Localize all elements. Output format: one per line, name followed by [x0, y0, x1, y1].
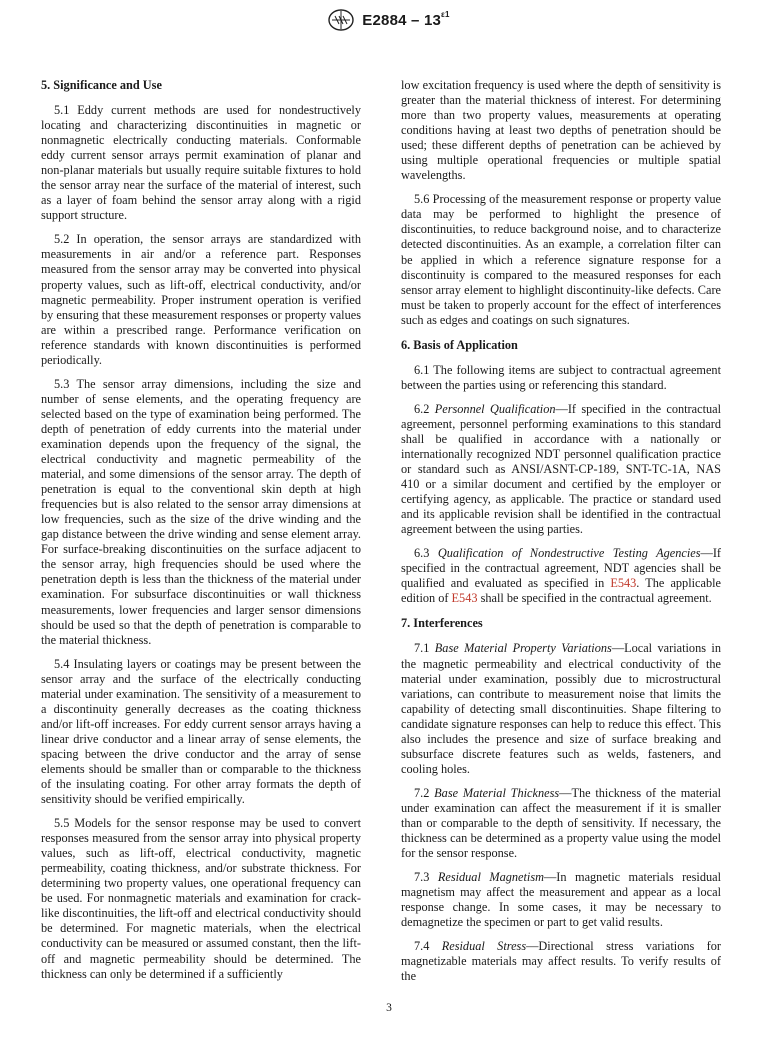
page-header — [0, 8, 778, 32]
paragraph-7-1-title: Base Material Property Variations — [434, 641, 612, 656]
paragraph-6-1: 6.1 The following items are subject to contractual agreement between the parties using or referencing this standard. — [401, 362, 721, 392]
paragraph-5-1: 5.1 Eddy current methods are used for nondestructively locating and characterizing discontinuities in magnetic or nonmagnetic electrically conducting materials. Conformable eddy current sensor arrays permit examination of planar and non-planar materials but usually require suitable fixtures to hold the sensor array near the surface of the material of interest, such as a layer of foam behind the sensor array along with a rigid support structure. — [41, 103, 361, 223]
e543-link[interactable]: E543 — [610, 576, 637, 591]
paragraph-6-3: 6.3 Qualification of Nondestructive Testing Agencies—If specified in the contractual agreement, NDT agencies shall be qualified and evaluated as specified in E543. The applicable edition of E543 shall be specified in the contractual agreement. — [401, 546, 722, 606]
paragraph-6-2: 6.2 Personnel Qualification—If specified in the contractual agreement, personnel performing examinations to this standard shall be qualified in accordance with a nationally or internationally recognized NDT personnel qualification practice or standard such as ANSI/ASNT-CP-189, SNT-TC-1A, NAS 410 or a similar document and certified by the employer or certifying agency, as applicable. The practice or standard used and its applicable revision shall be identified in the contractual agreement between the using parties. — [401, 401, 722, 537]
paragraph-5-4: 5.4 Insulating layers or coatings may be present between the sensor array and the surface of the electrically conducting material under examination. The sensitivity of a measurement to a discontinuity generally decreases as the coating thickness and/or lift-off increases. For eddy current sensor arrays having a linear drive conductor and a linear array of sense elements, the spacing between the drive conductor and the array of sense elements should be smaller than or comparable to the thickness of the insulating coating. For other array formats the depth of sensitivity should be verified empirically. — [41, 656, 361, 807]
paragraph-7-2: 7.2 Base Material Thickness—The thickness of the material under examination can affect the measurement if it is smaller than or comparable to the depth of sensitivity. If necessary, the thickness can be determined as a property value using the model for the sensor response. — [401, 785, 721, 861]
e543-link[interactable]: E543 — [451, 591, 478, 606]
paragraph-5-2: 5.2 In operation, the sensor arrays are standardized with measurements in air and/or a reference part. Responses measured from the sensor array may be converted into physical property values, such as lift-off, electrical conductivity, and/or magnetic permeability. Proper instrument operation is verified by ensuring that these measurement responses or property values are within a prescribed range. Performance verification on reference standards with known discontinuities is performed periodically. — [41, 232, 361, 367]
section-6-title: 6. Basis of Application — [401, 337, 518, 352]
paragraph-7-4-title: Residual Stress — [441, 939, 527, 954]
paragraph-7-1: 7.1 Base Material Property Variations—Local variations in the magnetic permeability and electrical conductivity of the material under examination, possibly due to microstructural variations, can contribute to measurement noise that limits the capability of detecting small discontinuities. Shape filtering to candidate signature responses can help to reduce this effect. This also includes the presence and size of surface breaking and subsurface discrete features such as welds, fasteners, and cooling holes. — [401, 641, 721, 776]
edition-superscript: ε1 — [441, 9, 450, 19]
paragraph-6-2-title: Personnel Qualification — [434, 401, 556, 416]
paragraph-7-3: 7.3 Residual Magnetism—In magnetic materials residual magnetism may affect the measurement and appear as a local response change. In some cases, it may be necessary to demagnetize the specimen or part to get valid results. — [401, 870, 721, 930]
paragraph-7-2-title: Base Material Thickness — [434, 785, 560, 800]
paragraph-7-4: 7.4 Residual Stress—Directional stress variations for magnetizable materials may affect results. To verify results of the — [401, 939, 722, 984]
left-column — [41, 78, 361, 991]
section-5-title: 5. Significance and Use — [41, 78, 162, 92]
document-designation: $E2884 - 13^{\varepsilon 1}$ — [362, 9, 450, 29]
paragraph-5-5: 5.5 Models for the sensor response may be used to convert responses measured from the sensor array into physical property values, such as lift-off, electrical conductivity, magnetic permeability, coating thickness, and/or substrate thickness. For determining two property values, one operational frequency can be used. For nonmagnetic materials and examination for crack-like discontinuities, the lift-off and electrical conductivity should be determined. For magnetic materials, when the electrical conductivity can be measured or assumed constant, then the lift-off and magnetic permeability should be determined. The thickness can only be determined if a sufficiently — [41, 816, 361, 981]
page-number: 3 — [386, 1002, 392, 1014]
paragraph-5-6: 5.6 Processing of the measurement response or property value data may be performed to highlight the presence of discontinuities, to reduce background noise, and to characterize detected discontinuities. As an example, a correlation filter can be applied in which a reference signature response for a discontinuity is compared to the measured responses for each sensor array element to highlight discontinuity-like defects. Care must be taken to properly account for the effect of interferences such as edges and coatings on such signatures. — [401, 192, 721, 327]
astm-logo-icon — [328, 9, 354, 31]
paragraph-6-3-title: Qualification of Nondestructive Testing Agencies — [437, 546, 701, 561]
section-7-title: 7. Interferences — [401, 616, 483, 631]
paragraph-5-5-continued: low excitation frequency is used where the depth of sensitivity is greater than the material thickness of interest. For determining more than two property values, measurements at operating conditions having at least two depths of penetration should be used; these different depths of penetration can be achieved by using multiple operational frequencies or multiple spatial wavelengths. — [401, 78, 721, 183]
paragraph-5-3: 5.3 The sensor array dimensions, including the size and number of sense elements, and the operating frequency are selected based on the type of examination being performed. The depth of penetration of eddy currents into the material under examination depends upon the frequency of the signal, the electrical conductivity and magnetic permeability of the material, and some dimensions of the sensor array. The depth of penetration is equal to the conventional skin depth at high frequencies but is also related to the sensor array dimensions at low frequencies, such as the size of the drive winding and the gap distance between the drive winding and sense element array. For surface-breaking discontinuities on the surface adjacent to the sensor array, high frequencies should be used where the penetration depth is less than the thickness of the material under examination. For subsurface discontinuities or wall thickness measurements, lower frequencies and larger sensor dimensions should be used so that the depth of penetration is comparable to the material thickness. — [41, 376, 361, 647]
paragraph-7-3-title: Residual Magnetism — [437, 870, 544, 885]
right-column — [401, 78, 721, 993]
